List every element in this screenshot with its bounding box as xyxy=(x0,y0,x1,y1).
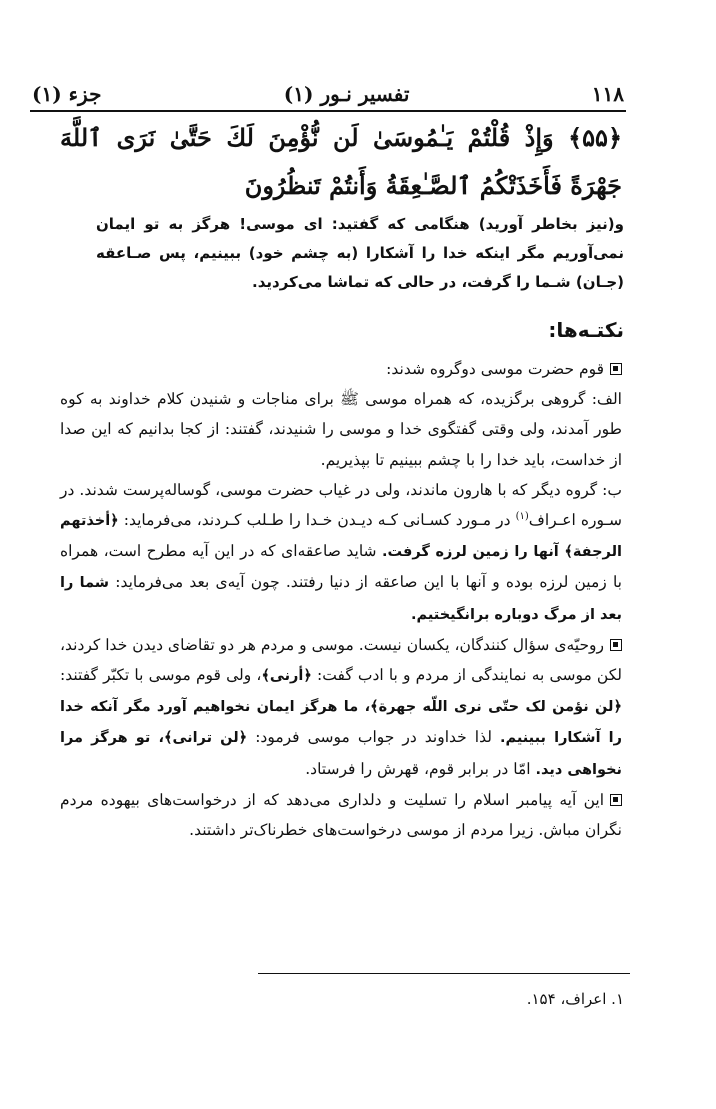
book-title: تفسیر نـور (۱) xyxy=(283,82,410,106)
notes-heading: نکتـه‌ها: xyxy=(548,318,624,342)
header-divider xyxy=(30,110,626,112)
page-header xyxy=(32,72,624,106)
square-bullet-icon xyxy=(610,794,622,806)
note-paragraph-5: این آیه پیامبر اسلام را تسلیت و دلداری می‌دهد که از درخواست‌های بیهوده مردم نگران مباش. زیرا مردم از موسی درخواست‌های خطرناک‌تر داشتند. xyxy=(60,790,622,840)
page-number: ۱۱۸ xyxy=(591,82,624,106)
quote: ﴿أرنی﴾ xyxy=(261,668,312,685)
square-bullet-icon xyxy=(610,363,622,375)
quote: ﴿لن ترانی﴾، تو هرگز مرا نخواهی دید. xyxy=(60,730,622,778)
quote: ﴿لن نؤمن لک حتّی نری اللّه جهرة﴾، ما هرگز ایمان نخواهیم آورد مگر آنکه خدا را آشکارا ببینیم. xyxy=(60,699,623,747)
note-paragraph-4: روحیّه‌ی سؤال کنندگان، یکسان نیست. موسی و مردم هر دو تقاضای دیدن خدا کردند، لکن موسی به نمایندگی از مردم و با ادب گفت: ﴿أرنی﴾، ولی قوم موسی با تکبّر گفتند: ﴿لن نؤمن لک حتّی نری اللّه جهرة﴾، ما هرگز ایمان نخواهیم آورد مگر آنکه خدا را آشکارا ببینیم. لذا خداوند در جواب موسی فرمود: ﴿لن ترانی﴾، تو هرگز مرا نخواهی دید. امّا در برابر قوم، قهرش را فرستاد. xyxy=(60,635,623,778)
footnote-ref[interactable]: (۱) xyxy=(515,510,529,522)
square-bullet-icon xyxy=(610,639,622,651)
note-paragraph-1: قوم حضرت موسی دوگروه شدند: xyxy=(60,354,622,384)
notes-body xyxy=(60,354,622,845)
part-label: جزء (۱) xyxy=(32,82,102,106)
quote: شما را بعد از مرگ دوباره برانگیختیم. xyxy=(60,575,622,623)
note-paragraph-2: الف: گروهی برگزیده، که همراه موسی ﷺ برای مناجات و شنیدن کلام خداوند به کوه طور آمدند، ولی وقتی گفتگوی خدا و موسی را شنیدند، گفتند: از کجا بدانیم که این صدا از خداست، باید خدا را با چشم ببینیم تا بپذیریم. xyxy=(60,390,622,469)
quote: ﴿أخذتهم الرجفة﴾ آنها را زمین لرزه گرفت. xyxy=(60,513,622,561)
footnote: ۱. اعراف، ۱۵۴. xyxy=(526,990,624,1008)
quran-verse: ﴿۵۵﴾ وَإِذْ قُلْتُمْ يَـٰمُوسَىٰ لَن نُّؤْمِنَ لَكَ حَتَّىٰ نَرَى ٱللَّهَ جَهْرَةً فَأَخَذَتْكُمُ ٱلصَّـٰعِقَةُ وَأَنتُمْ تَنظُرُونَ xyxy=(60,123,622,200)
footnote-divider xyxy=(258,973,630,974)
note-paragraph-3: ب: گروه دیگر که با هارون ماندند، ولی در غیاب حضرت موسی، گوساله‌پرست شدند. در سـوره اعـراف$^{(۱)}$ در مـورد کسـانی کـه دیـدن خـدا را طـلب کـردند، می‌فرماید: ﴿أخذتهم الرجفة﴾ آنها را زمین لرزه گرفت. شاید صاعقه‌ای که در این آیه مطرح است، همراه با زمین لرزه بوده و آنها با این صاعقه از دنیا رفتند. چون آیه‌ی بعد می‌فرماید: شما را بعد از مرگ دوباره برانگیختیم. xyxy=(60,480,622,623)
verse-translation: و(نیز بخاطر آورید) هنگامی که گفتید: ای موسی! هرگز به تو ایمان نمی‌آوریم مگر اینکه خدا را آشکارا (به چشم خود) ببینیم، پس صـاعقه (جـان) شـما را گرفت، در حالی که تماشا می‌کردید. xyxy=(96,215,624,291)
